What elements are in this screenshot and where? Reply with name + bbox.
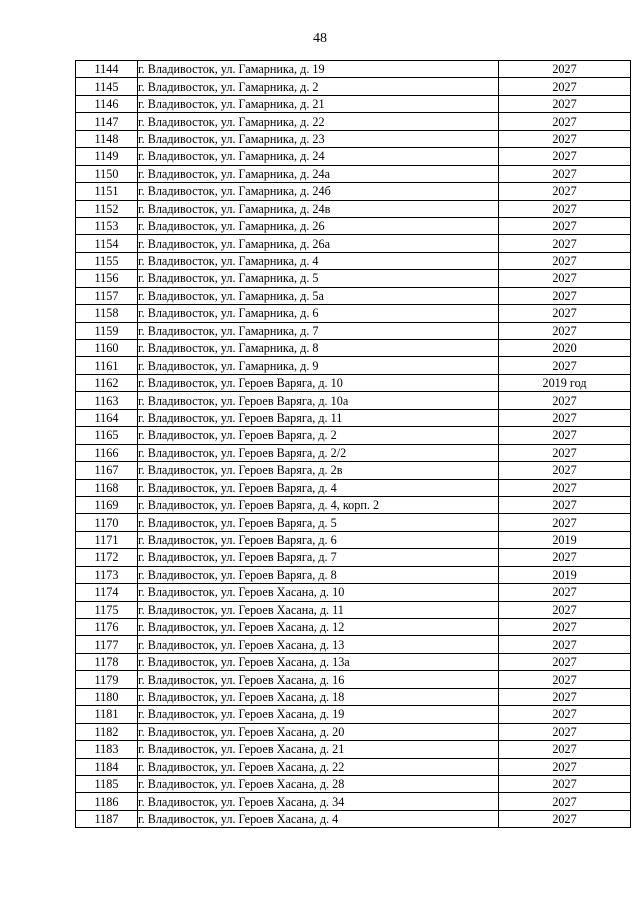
year-cell: 2019 xyxy=(499,531,631,548)
year-cell: 2027 xyxy=(499,601,631,618)
year-cell: 2027 xyxy=(499,113,631,130)
row-number-cell: 1162 xyxy=(76,374,138,391)
table-row xyxy=(76,636,631,653)
address-cell: г. Владивосток, ул. Героев Хасана, д. 22 xyxy=(138,758,499,775)
year-cell: 2027 xyxy=(499,235,631,252)
table-row xyxy=(76,183,631,200)
year-cell: 2027 xyxy=(499,793,631,810)
row-number-cell: 1174 xyxy=(76,584,138,601)
address-cell: г. Владивосток, ул. Героев Хасана, д. 13а xyxy=(138,653,499,670)
address-cell: г. Владивосток, ул. Героев Хасана, д. 11 xyxy=(138,601,499,618)
address-cell: г. Владивосток, ул. Гамарника, д. 19 xyxy=(138,61,499,78)
row-number-cell: 1144 xyxy=(76,61,138,78)
row-number-cell: 1164 xyxy=(76,409,138,426)
year-cell: 2027 xyxy=(499,775,631,792)
table-row xyxy=(76,270,631,287)
year-cell: 2027 xyxy=(499,427,631,444)
table-row xyxy=(76,200,631,217)
year-cell: 2027 xyxy=(499,444,631,461)
table-row xyxy=(76,340,631,357)
row-number-cell: 1176 xyxy=(76,619,138,636)
address-cell: г. Владивосток, ул. Героев Варяга, д. 5 xyxy=(138,514,499,531)
row-number-cell: 1154 xyxy=(76,235,138,252)
table-row xyxy=(76,758,631,775)
address-cell: г. Владивосток, ул. Героев Хасана, д. 10 xyxy=(138,584,499,601)
address-cell: г. Владивосток, ул. Героев Варяга, д. 7 xyxy=(138,549,499,566)
year-cell: 2027 xyxy=(499,758,631,775)
address-cell: г. Владивосток, ул. Гамарника, д. 9 xyxy=(138,357,499,374)
address-cell: г. Владивосток, ул. Героев Хасана, д. 19 xyxy=(138,706,499,723)
table-row xyxy=(76,723,631,740)
address-cell: г. Владивосток, ул. Гамарника, д. 24в xyxy=(138,200,499,217)
address-cell: г. Владивосток, ул. Героев Хасана, д. 21 xyxy=(138,741,499,758)
row-number-cell: 1179 xyxy=(76,671,138,688)
table-row xyxy=(76,322,631,339)
year-cell: 2027 xyxy=(499,357,631,374)
row-number-cell: 1171 xyxy=(76,531,138,548)
address-cell: г. Владивосток, ул. Гамарника, д. 24 xyxy=(138,148,499,165)
table-row xyxy=(76,531,631,548)
table-row xyxy=(76,148,631,165)
table-row xyxy=(76,706,631,723)
year-cell: 2027 xyxy=(499,653,631,670)
address-cell: г. Владивосток, ул. Гамарника, д. 2 xyxy=(138,78,499,95)
year-cell: 2027 xyxy=(499,305,631,322)
address-cell: г. Владивосток, ул. Героев Хасана, д. 28 xyxy=(138,775,499,792)
row-number-cell: 1165 xyxy=(76,427,138,444)
year-cell: 2027 xyxy=(499,392,631,409)
address-cell: г. Владивосток, ул. Героев Варяга, д. 10а xyxy=(138,392,499,409)
table-row xyxy=(76,810,631,827)
address-cell: г. Владивосток, ул. Гамарника, д. 26 xyxy=(138,217,499,234)
row-number-cell: 1185 xyxy=(76,775,138,792)
row-number-cell: 1182 xyxy=(76,723,138,740)
address-cell: г. Владивосток, ул. Гамарника, д. 5а xyxy=(138,287,499,304)
row-number-cell: 1184 xyxy=(76,758,138,775)
address-cell: г. Владивосток, ул. Героев Варяга, д. 2/2 xyxy=(138,444,499,461)
table-row xyxy=(76,78,631,95)
row-number-cell: 1153 xyxy=(76,217,138,234)
row-number-cell: 1150 xyxy=(76,165,138,182)
row-number-cell: 1146 xyxy=(76,95,138,112)
year-cell: 2027 xyxy=(499,165,631,182)
address-cell: г. Владивосток, ул. Гамарника, д. 22 xyxy=(138,113,499,130)
row-number-cell: 1159 xyxy=(76,322,138,339)
row-number-cell: 1152 xyxy=(76,200,138,217)
table-row xyxy=(76,287,631,304)
table-row xyxy=(76,235,631,252)
year-cell: 2027 xyxy=(499,217,631,234)
year-cell: 2027 xyxy=(499,200,631,217)
row-number-cell: 1168 xyxy=(76,479,138,496)
year-cell: 2027 xyxy=(499,496,631,513)
row-number-cell: 1156 xyxy=(76,270,138,287)
address-cell: г. Владивосток, ул. Героев Варяга, д. 6 xyxy=(138,531,499,548)
address-cell: г. Владивосток, ул. Героев Варяга, д. 4, корп. 2 xyxy=(138,496,499,513)
address-cell: г. Владивосток, ул. Героев Варяга, д. 2 xyxy=(138,427,499,444)
table-row xyxy=(76,61,631,78)
table-row xyxy=(76,217,631,234)
table-row xyxy=(76,357,631,374)
year-cell: 2027 xyxy=(499,78,631,95)
row-number-cell: 1157 xyxy=(76,287,138,304)
year-cell: 2027 xyxy=(499,287,631,304)
row-number-cell: 1161 xyxy=(76,357,138,374)
table-row xyxy=(76,671,631,688)
address-cell: г. Владивосток, ул. Гамарника, д. 24а xyxy=(138,165,499,182)
row-number-cell: 1151 xyxy=(76,183,138,200)
table-row xyxy=(76,252,631,269)
row-number-cell: 1187 xyxy=(76,810,138,827)
year-cell: 2027 xyxy=(499,671,631,688)
year-cell: 2027 xyxy=(499,130,631,147)
year-cell: 2027 xyxy=(499,183,631,200)
year-cell: 2027 xyxy=(499,741,631,758)
table-row xyxy=(76,462,631,479)
row-number-cell: 1147 xyxy=(76,113,138,130)
row-number-cell: 1155 xyxy=(76,252,138,269)
table-row xyxy=(76,514,631,531)
table-row xyxy=(76,741,631,758)
address-cell: г. Владивосток, ул. Гамарника, д. 5 xyxy=(138,270,499,287)
year-cell: 2027 xyxy=(499,270,631,287)
year-cell: 2027 xyxy=(499,148,631,165)
table-row xyxy=(76,165,631,182)
table-row xyxy=(76,113,631,130)
year-cell: 2027 xyxy=(499,619,631,636)
row-number-cell: 1172 xyxy=(76,549,138,566)
address-cell: г. Владивосток, ул. Героев Хасана, д. 16 xyxy=(138,671,499,688)
year-cell: 2027 xyxy=(499,723,631,740)
address-cell: г. Владивосток, ул. Героев Хасана, д. 13 xyxy=(138,636,499,653)
table-row xyxy=(76,566,631,583)
year-cell: 2027 xyxy=(499,584,631,601)
year-cell: 2027 xyxy=(499,810,631,827)
table-row xyxy=(76,392,631,409)
address-cell: г. Владивосток, ул. Гамарника, д. 8 xyxy=(138,340,499,357)
row-number-cell: 1169 xyxy=(76,496,138,513)
address-cell: г. Владивосток, ул. Героев Хасана, д. 20 xyxy=(138,723,499,740)
address-cell: г. Владивосток, ул. Гамарника, д. 7 xyxy=(138,322,499,339)
row-number-cell: 1160 xyxy=(76,340,138,357)
table-row xyxy=(76,688,631,705)
address-cell: г. Владивосток, ул. Героев Хасана, д. 4 xyxy=(138,810,499,827)
table-row xyxy=(76,427,631,444)
row-number-cell: 1163 xyxy=(76,392,138,409)
year-cell: 2019 год xyxy=(499,374,631,391)
year-cell: 2027 xyxy=(499,61,631,78)
table-row xyxy=(76,444,631,461)
address-cell: г. Владивосток, ул. Гамарника, д. 21 xyxy=(138,95,499,112)
table-row xyxy=(76,496,631,513)
address-cell: г. Владивосток, ул. Героев Хасана, д. 34 xyxy=(138,793,499,810)
row-number-cell: 1167 xyxy=(76,462,138,479)
row-number-cell: 1178 xyxy=(76,653,138,670)
table-row xyxy=(76,409,631,426)
address-cell: г. Владивосток, ул. Героев Варяга, д. 11 xyxy=(138,409,499,426)
row-number-cell: 1158 xyxy=(76,305,138,322)
table-row xyxy=(76,775,631,792)
address-cell: г. Владивосток, ул. Героев Варяга, д. 10 xyxy=(138,374,499,391)
table-row xyxy=(76,479,631,496)
year-cell: 2027 xyxy=(499,409,631,426)
year-cell: 2027 xyxy=(499,95,631,112)
table-row xyxy=(76,601,631,618)
year-cell: 2027 xyxy=(499,549,631,566)
table-row xyxy=(76,95,631,112)
table-row xyxy=(76,793,631,810)
row-number-cell: 1145 xyxy=(76,78,138,95)
row-number-cell: 1173 xyxy=(76,566,138,583)
year-cell: 2027 xyxy=(499,252,631,269)
row-number-cell: 1166 xyxy=(76,444,138,461)
row-number-cell: 1148 xyxy=(76,130,138,147)
year-cell: 2027 xyxy=(499,706,631,723)
table-row xyxy=(76,619,631,636)
address-table xyxy=(75,60,631,828)
row-number-cell: 1177 xyxy=(76,636,138,653)
address-cell: г. Владивосток, ул. Героев Варяга, д. 4 xyxy=(138,479,499,496)
address-cell: г. Владивосток, ул. Героев Варяга, д. 8 xyxy=(138,566,499,583)
table-body xyxy=(76,61,631,828)
year-cell: 2027 xyxy=(499,514,631,531)
year-cell: 2019 xyxy=(499,566,631,583)
address-cell: г. Владивосток, ул. Героев Хасана, д. 18 xyxy=(138,688,499,705)
row-number-cell: 1180 xyxy=(76,688,138,705)
table-row xyxy=(76,305,631,322)
row-number-cell: 1149 xyxy=(76,148,138,165)
address-cell: г. Владивосток, ул. Гамарника, д. 6 xyxy=(138,305,499,322)
year-cell: 2027 xyxy=(499,688,631,705)
address-cell: г. Владивосток, ул. Гамарника, д. 4 xyxy=(138,252,499,269)
row-number-cell: 1181 xyxy=(76,706,138,723)
address-cell: г. Владивосток, ул. Гамарника, д. 23 xyxy=(138,130,499,147)
row-number-cell: 1186 xyxy=(76,793,138,810)
address-cell: г. Владивосток, ул. Гамарника, д. 26а xyxy=(138,235,499,252)
page-number: 48 xyxy=(313,31,327,46)
row-number-cell: 1183 xyxy=(76,741,138,758)
table-row xyxy=(76,653,631,670)
row-number-cell: 1175 xyxy=(76,601,138,618)
address-cell: г. Владивосток, ул. Героев Варяга, д. 2в xyxy=(138,462,499,479)
table-row xyxy=(76,584,631,601)
table-row xyxy=(76,549,631,566)
year-cell: 2027 xyxy=(499,479,631,496)
row-number-cell: 1170 xyxy=(76,514,138,531)
year-cell: 2027 xyxy=(499,462,631,479)
table-row xyxy=(76,130,631,147)
year-cell: 2027 xyxy=(499,636,631,653)
table-row xyxy=(76,374,631,391)
year-cell: 2020 xyxy=(499,340,631,357)
address-cell: г. Владивосток, ул. Гамарника, д. 24б xyxy=(138,183,499,200)
address-cell: г. Владивосток, ул. Героев Хасана, д. 12 xyxy=(138,619,499,636)
year-cell: 2027 xyxy=(499,322,631,339)
